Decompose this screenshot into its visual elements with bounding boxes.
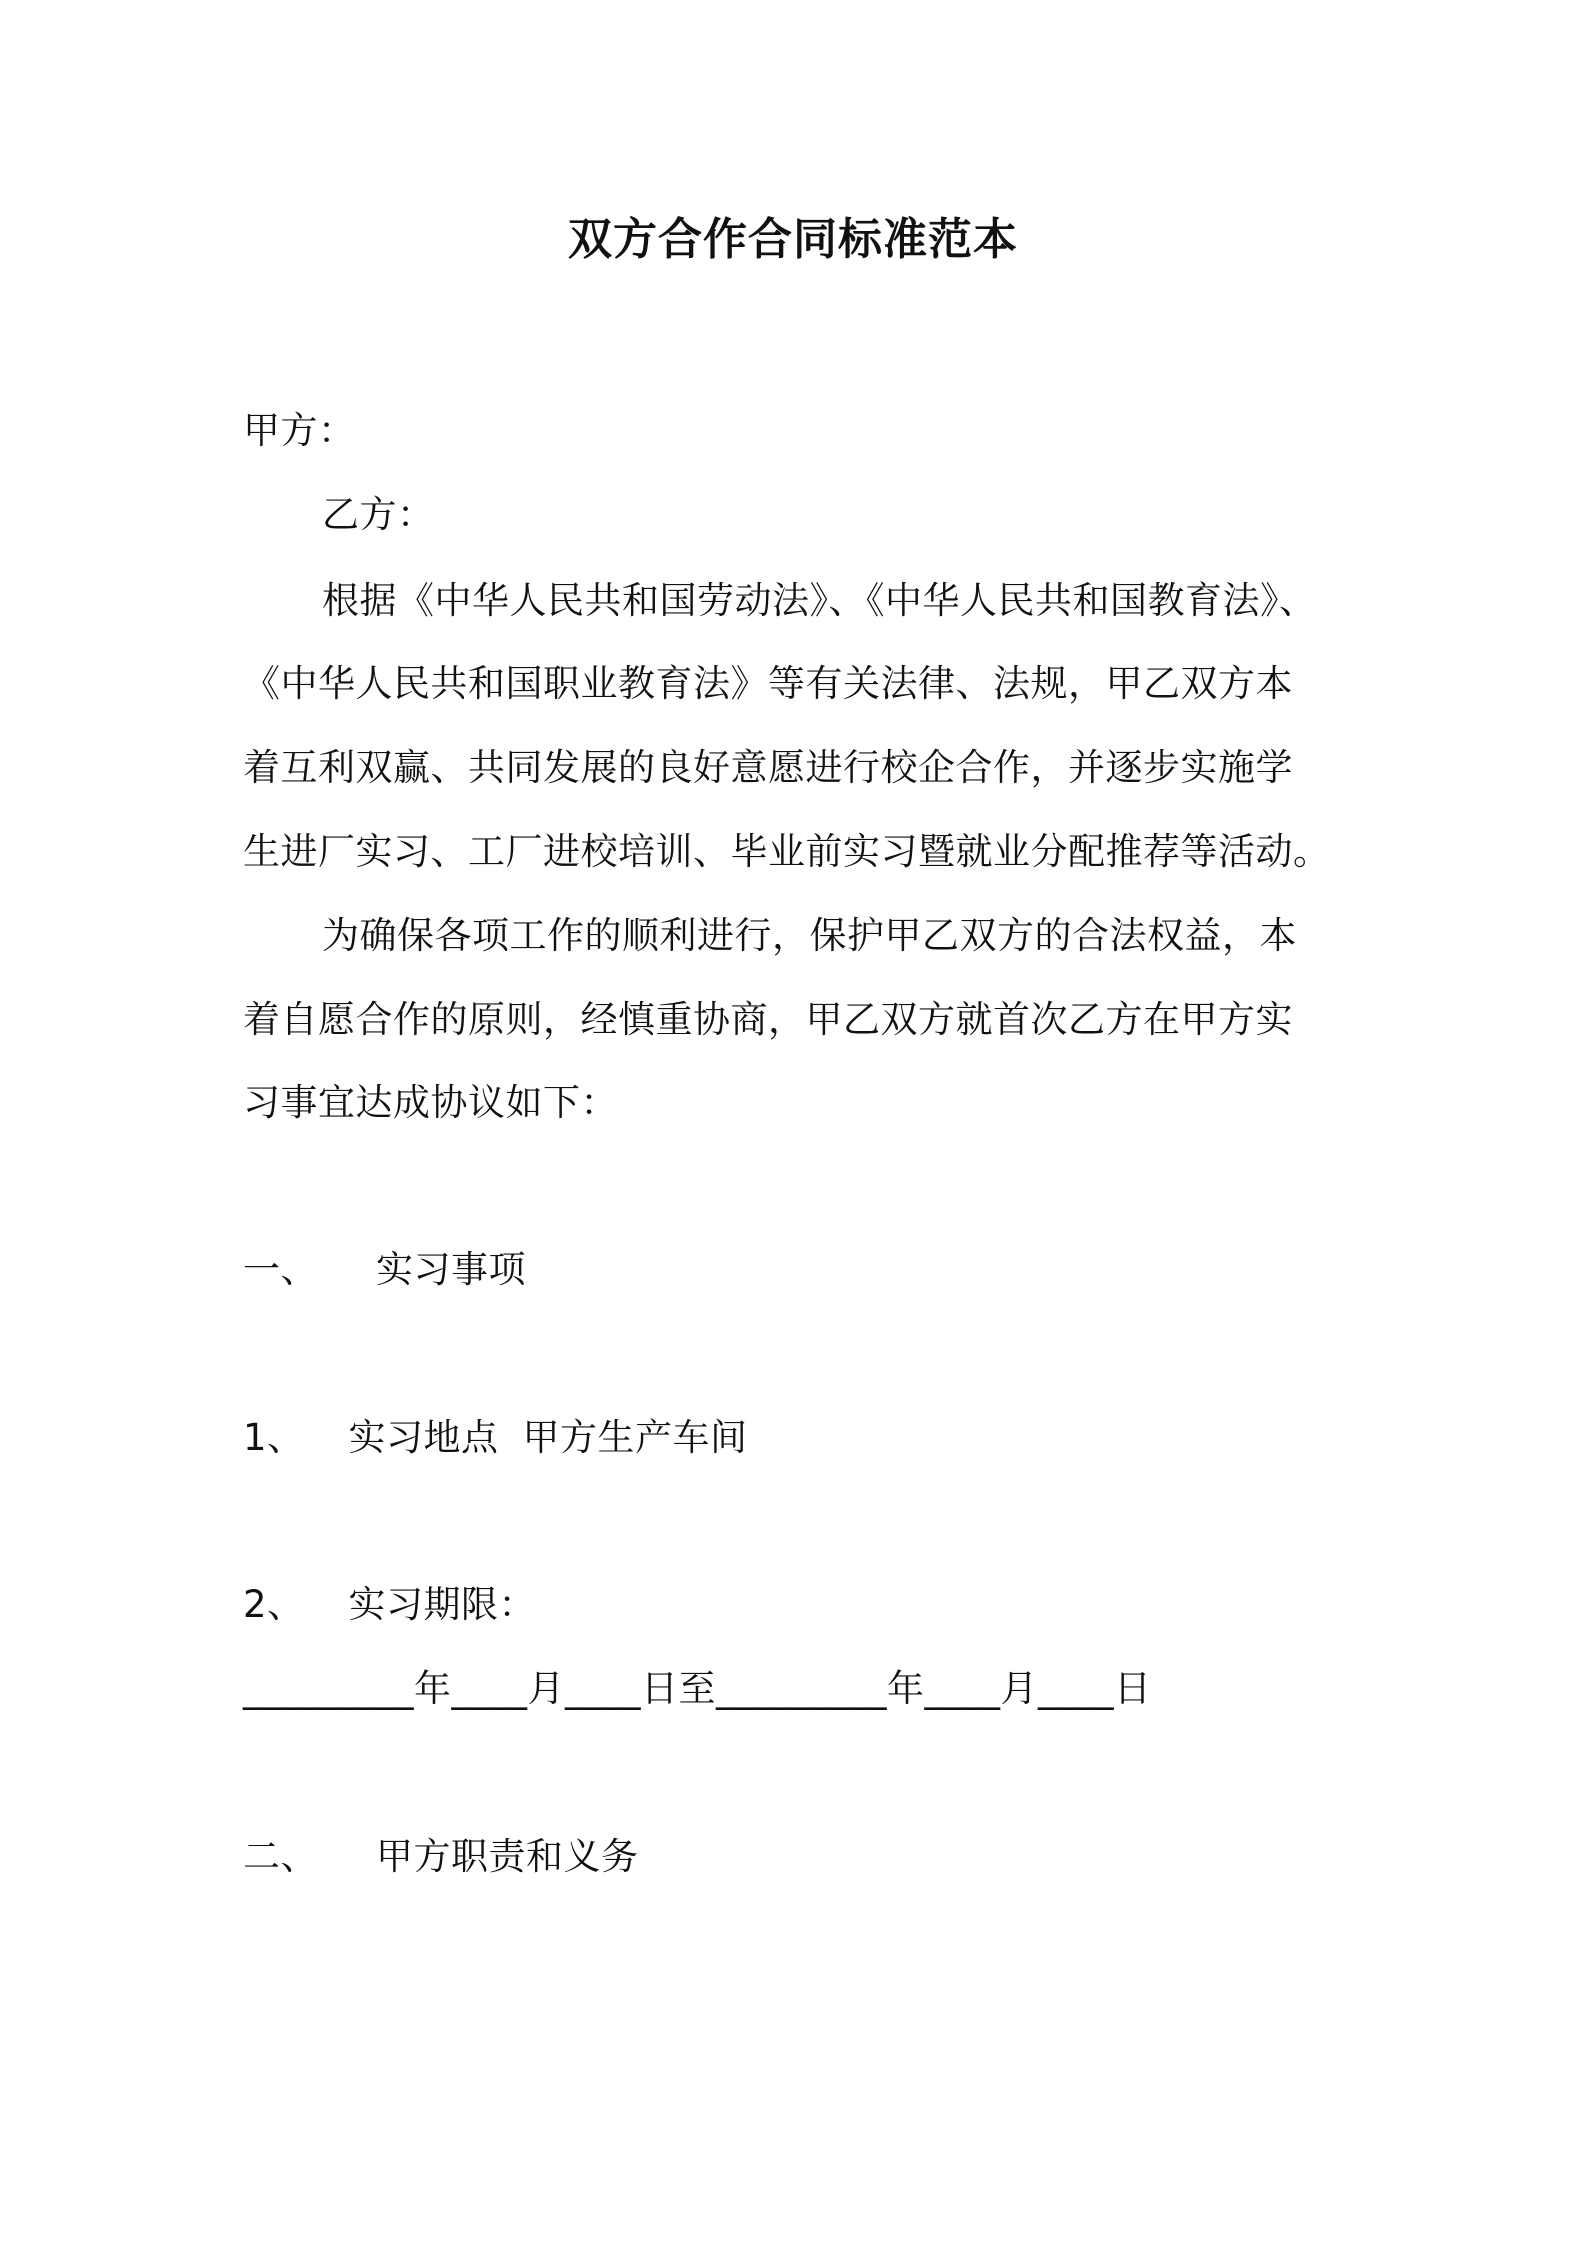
paragraph1-line: 根据《中华人民共和国劳动法》、《中华人民共和国教育法》、 [322, 579, 1317, 622]
paragraph1-line: 生进厂实习、工厂进校培训、毕业前实习暨就业分配推荐等活动。 [243, 830, 1331, 873]
item2-date-range: _________年____月____日至_________年____月____日 [243, 1667, 1152, 1710]
item1-row [243, 1413, 748, 1463]
item1-value: 甲方生产车间 [522, 1416, 748, 1459]
section1-number: 一、 [243, 1248, 318, 1291]
paragraph1-line: 着互利双赢、共同发展的良好意愿进行校企合作，并逐步实施学 [243, 746, 1293, 789]
item2-label: 实习期限： [348, 1583, 537, 1626]
item1-label: 实习地点 [348, 1416, 499, 1459]
section2-heading-row [243, 1832, 639, 1882]
item2-row [243, 1580, 536, 1630]
section1-heading-row [243, 1245, 526, 1295]
section2-heading: 甲方职责和义务 [376, 1835, 639, 1878]
document-title: 双方合作合同标准范本 [568, 214, 1018, 265]
party-a-label: 甲方： [243, 409, 356, 452]
paragraph1-line: 《中华人民共和国职业教育法》等有关法律、法规，甲乙双方本 [243, 662, 1293, 705]
paragraph2-line: 为确保各项工作的顺利进行，保护甲乙双方的合法权益，本 [322, 914, 1297, 957]
item2-number: 2、 [243, 1583, 305, 1626]
paragraph2-line: 习事宜达成协议如下： [243, 1081, 618, 1124]
item1-number: 1、 [243, 1416, 305, 1459]
section2-number: 二、 [243, 1835, 318, 1878]
party-b-label: 乙方： [322, 493, 435, 536]
section1-heading: 实习事项 [376, 1248, 526, 1291]
paragraph2-line: 着自愿合作的原则，经慎重协商，甲乙双方就首次乙方在甲方实 [243, 998, 1293, 1041]
